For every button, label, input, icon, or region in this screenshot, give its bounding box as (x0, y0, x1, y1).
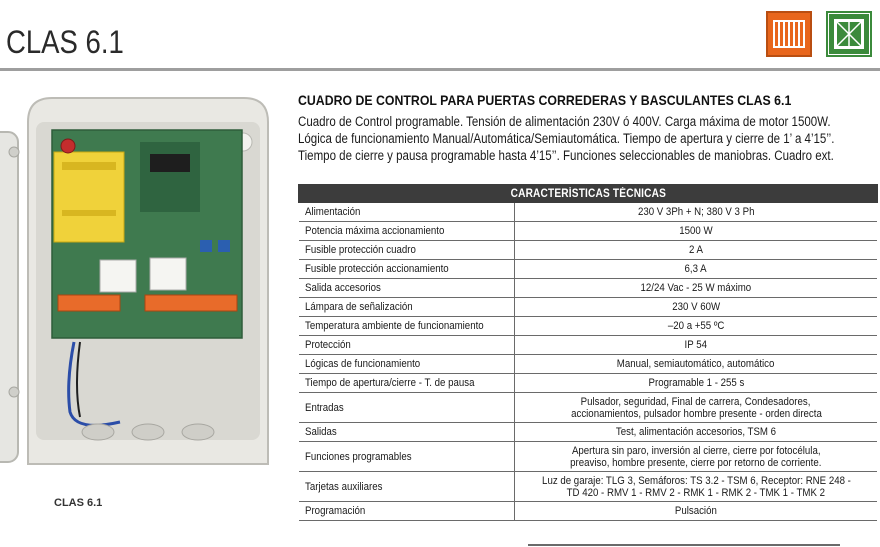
spec-value (514, 203, 877, 222)
spec-value (514, 222, 877, 241)
spec-value-line: 1500 W (679, 225, 713, 237)
spec-label-text: Funciones programables (304, 450, 412, 463)
spec-label (299, 374, 515, 393)
spec-value (514, 472, 877, 502)
spec-label (299, 203, 515, 222)
table-row (299, 336, 878, 355)
table-row (299, 317, 878, 336)
spec-label (299, 298, 515, 317)
spec-value (514, 374, 877, 393)
spec-value-line: Test, alimentación accesorios, TSM 6 (615, 426, 777, 438)
spec-value-line: IP 54 (684, 339, 708, 351)
specs-header-row (299, 185, 878, 203)
table-row (299, 355, 878, 374)
bottom-divider (528, 544, 840, 546)
spec-label-text: Tiempo de apertura/cierre - T. de pausa (304, 377, 474, 389)
table-row (299, 393, 878, 423)
control-board-photo (0, 92, 272, 472)
photo-caption: CLAS 6.1 (54, 497, 103, 509)
spec-label (299, 442, 515, 472)
spec-value-line: –20 a +55 ºC (667, 320, 725, 332)
specs-body (299, 203, 878, 521)
table-row (299, 374, 878, 393)
spec-value (514, 393, 877, 423)
spec-label-text: Salidas (304, 426, 337, 438)
specs-table (298, 184, 878, 521)
description-line: Tiempo de cierre y pausa programable hasta 4’15’’. Funciones seleccionables de maniobras. Cuadro ext. (298, 148, 834, 163)
table-row (299, 260, 878, 279)
table-row (299, 279, 878, 298)
product-description (298, 113, 848, 164)
spec-value (514, 317, 877, 336)
spec-label-text: Protección (304, 339, 351, 351)
spec-value-line: Pulsador, seguridad, Final de carrera, Condesadores, (581, 395, 811, 408)
spec-label-text: Tarjetas auxiliares (304, 480, 382, 493)
spec-label (299, 393, 515, 423)
spec-label (299, 423, 515, 442)
spec-value-line: Manual, semiautomático, automático (617, 358, 775, 370)
spec-value-line: preaviso, hombre presente, cierre por retorno de corriente. (570, 456, 822, 469)
spec-value (514, 442, 877, 472)
spec-value (514, 336, 877, 355)
tilting-door-icon (826, 11, 872, 57)
spec-label (299, 336, 515, 355)
spec-value-line: 6,3 A (684, 263, 708, 275)
spec-label (299, 279, 515, 298)
spec-value-line: Apertura sin paro, inversión al cierre, cierre por fotocélula, (571, 444, 821, 457)
spec-value-line: 12/24 Vac - 25 W máximo (640, 282, 752, 294)
spec-label-text: Entradas (304, 401, 344, 414)
product-heading: CUADRO DE CONTROL PARA PUERTAS CORREDERAS Y BASCULANTES CLAS 6.1 (298, 92, 792, 108)
spec-label (299, 317, 515, 336)
spec-value-line: 230 V 60W (672, 301, 720, 313)
table-row (299, 222, 878, 241)
spec-value-line: 2 A (688, 244, 703, 256)
specs-header: CARACTERÍSTICAS TÉCNICAS (299, 185, 878, 203)
spec-label (299, 472, 515, 502)
table-row (299, 502, 878, 521)
spec-label-text: Fusible protección accionamiento (304, 263, 449, 275)
spec-label (299, 355, 515, 374)
table-row (299, 241, 878, 260)
spec-label-text: Temperatura ambiente de funcionamiento (304, 320, 484, 332)
spec-value (514, 355, 877, 374)
table-row (299, 472, 878, 502)
spec-value-line: Programable 1 - 255 s (648, 377, 744, 389)
page-title: CLAS 6.1 (6, 24, 124, 60)
spec-label (299, 502, 515, 521)
spec-value (514, 260, 877, 279)
spec-label-text: Lógicas de funcionamiento (304, 358, 420, 370)
table-row (299, 298, 878, 317)
spec-label-text: Lámpara de señalización (304, 301, 413, 313)
spec-value (514, 298, 877, 317)
spec-value-line: accionamientos, pulsador hombre presente - orden directa (570, 407, 822, 420)
spec-label-text: Potencia máxima accionamiento (304, 225, 444, 237)
table-row (299, 423, 878, 442)
spec-label-text: Salida accesorios (304, 282, 381, 294)
spec-value (514, 502, 877, 521)
spec-value (514, 241, 877, 260)
spec-label (299, 260, 515, 279)
spec-label-text: Programación (304, 505, 365, 517)
title-divider (0, 68, 880, 71)
spec-value-line: Pulsación (675, 505, 717, 517)
spec-label (299, 222, 515, 241)
spec-value (514, 279, 877, 298)
table-row (299, 203, 878, 222)
spec-value (514, 423, 877, 442)
table-row (299, 442, 878, 472)
description-line: Lógica de funcionamiento Manual/Automática/Semiautomática. Tiempo de apertura y cierre de 1’ a 4’15’’. (298, 131, 835, 146)
spec-label-text: Alimentación (304, 206, 360, 218)
description-line: Cuadro de Control programable. Tensión de alimentación 230V ó 400V. Carga máxima de motor 1500W. (298, 114, 831, 129)
spec-value-line: 230 V 3Ph + N; 380 V 3 Ph (637, 206, 755, 218)
spec-label-text: Fusible protección cuadro (304, 244, 416, 256)
spec-label (299, 241, 515, 260)
spec-value-line: Luz de garaje: TLG 3, Semáforos: TS 3.2 - TSM 6, Receptor: RNE 248 - (541, 474, 851, 487)
sliding-gate-icon (766, 11, 812, 57)
spec-value-line: TD 420 - RMV 1 - RMV 2 - RMK 1 - RMK 2 - TMK 1 - TMK 2 (566, 486, 826, 499)
